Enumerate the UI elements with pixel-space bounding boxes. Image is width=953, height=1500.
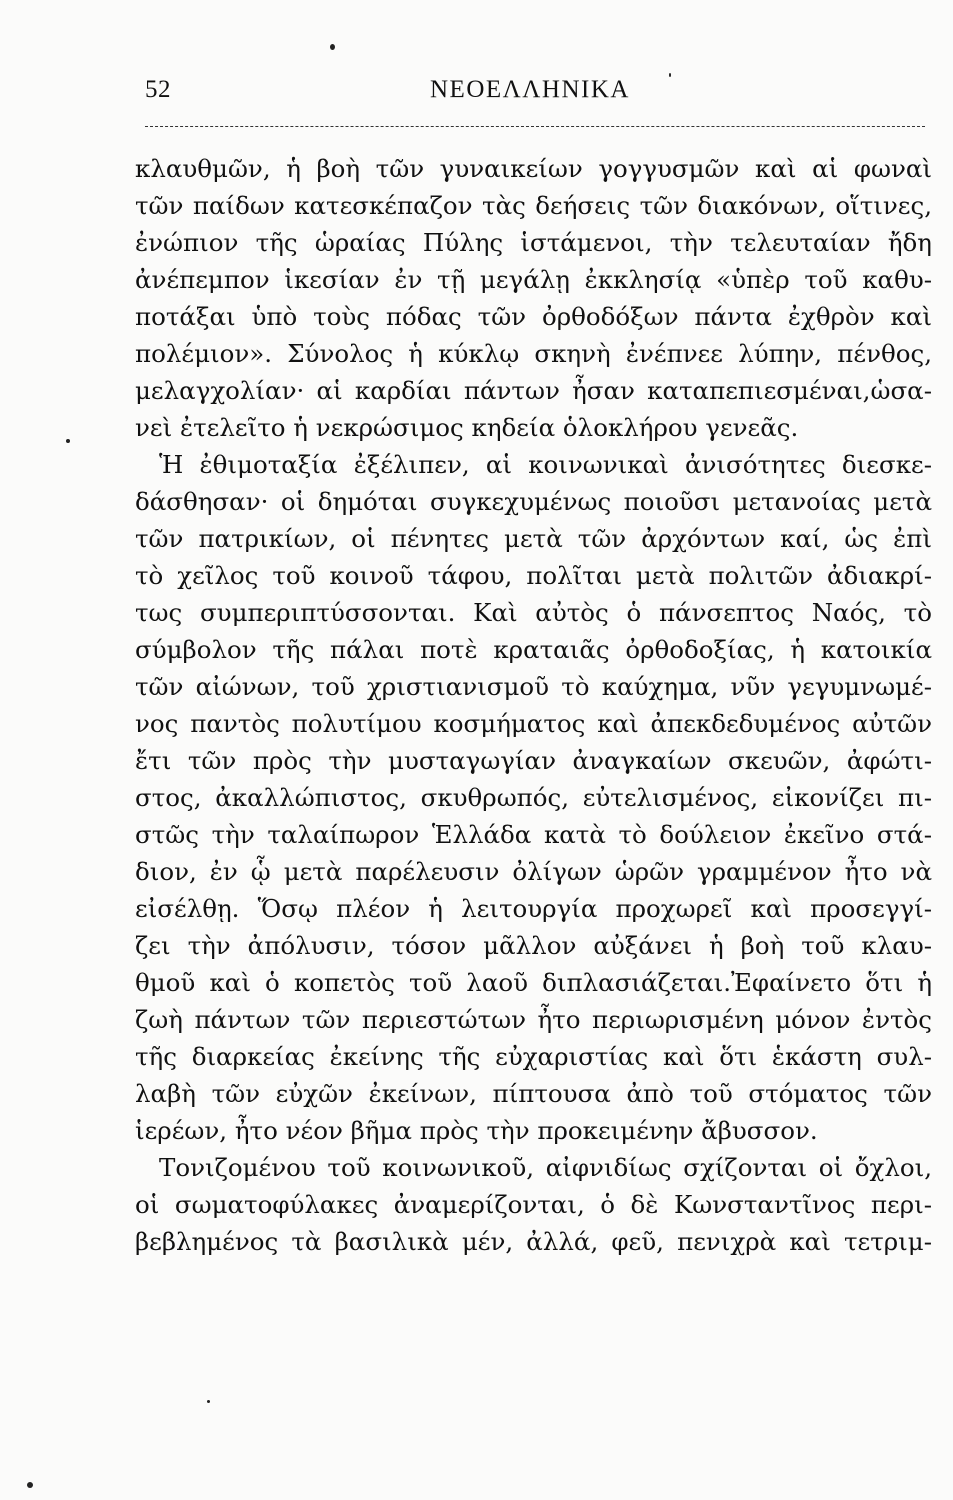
running-title: ΝΕΟΕΛΛΗΝΙΚΑ bbox=[430, 76, 630, 103]
text-line: στος, ἀκαλλώπιστος, σκυθρωπός, εὐτελισμένος, εἰκονίζει πι- bbox=[135, 783, 932, 812]
text-line: στῶς τὴν ταλαίπωρον Ἑλλάδα κατὰ τὸ δούλειον ἐκεῖνο στά- bbox=[135, 820, 932, 849]
paragraph-start-line: Τονιζομένου τοῦ κοινωνικοῦ, αἰφνιδίως σχίζονται οἱ ὄχλοι, bbox=[159, 1153, 932, 1182]
page-number: 52 bbox=[145, 76, 171, 103]
text-line: κλαυθμῶν, ἡ βοὴ τῶν γυναικείων γογγυσμῶν καὶ αἱ φωναὶ bbox=[135, 154, 932, 183]
text-line: σύμβολον τῆς πάλαι ποτὲ κραταιᾶς ὀρθοδοξίας, ἡ κατοικία bbox=[135, 635, 932, 664]
text-line: ζωὴ πάντων τῶν περιεστώτων ἦτο περιωρισμένη μόνον ἐντὸς bbox=[135, 1005, 932, 1034]
ink-speck bbox=[669, 73, 671, 77]
ink-speck bbox=[27, 1482, 33, 1488]
text-line: εἰσέλθῃ. Ὅσῳ πλέον ἡ λειτουργία προχωρεῖ καὶ προσεγγί- bbox=[135, 894, 932, 923]
text-line: τῶν παίδων κατεσκέπαζον τὰς δεήσεις τῶν διακόνων, οἵτινες, bbox=[135, 191, 932, 220]
text-line: πολέμιον». Σύνολος ἡ κύκλῳ σκηνὴ ἐνέπνεε λύπην, πένθος, bbox=[135, 339, 932, 368]
ink-speck bbox=[207, 1400, 210, 1403]
text-line: ποτάξαι ὑπὸ τοὺς πόδας τῶν ὀρθοδόξων πάντα ἐχθρὸν καὶ bbox=[135, 302, 932, 331]
text-line: τὸ χεῖλος τοῦ κοινοῦ τάφου, πολῖται μετὰ πολιτῶν ἀδιακρί- bbox=[135, 561, 932, 590]
text-line: τως συμπεριπτύσσονται. Καὶ αὐτὸς ὁ πάνσεπτος Ναός, τὸ bbox=[135, 598, 932, 627]
text-line: οἱ σωματοφύλακες ἀναμερίζονται, ὁ δὲ Κωνσταντῖνος περι- bbox=[135, 1190, 932, 1219]
body-text bbox=[135, 150, 932, 1260]
text-line: νος παντὸς πολυτίμου κοσμήματος καὶ ἀπεκδεδυμένος αὐτῶν bbox=[135, 709, 932, 738]
page-header bbox=[145, 76, 925, 116]
text-line: διον, ἐν ᾧ μετὰ παρέλευσιν ὀλίγων ὡρῶν γραμμένον ἦτο νὰ bbox=[135, 857, 932, 886]
text-line: τῶν πατρικίων, οἱ πένητες μετὰ τῶν ἀρχόντων καί, ὡς ἐπὶ bbox=[135, 524, 932, 553]
paragraph-start-line: Ἡ ἐθιμοταξία ἐξέλιπεν, αἱ κοινωνικαὶ ἀνισότητες διεσκε- bbox=[159, 450, 932, 479]
text-line: δάσθησαν· οἱ δημόται συγκεχυμένως ποιοῦσι μετανοίας μετὰ bbox=[135, 487, 932, 516]
text-line: ζει τὴν ἀπόλυσιν, τόσον μᾶλλον αὐξάνει ἡ βοὴ τοῦ κλαυ- bbox=[135, 931, 932, 960]
ink-speck bbox=[330, 44, 335, 50]
text-line: νεὶ ἐτελεῖτο ἡ νεκρώσιμος κηδεία ὁλοκλήρου γενεᾶς. bbox=[135, 413, 799, 442]
ink-speck bbox=[66, 439, 70, 443]
header-rule bbox=[145, 126, 925, 127]
text-line: ἔτι τῶν πρὸς τὴν μυσταγωγίαν ἀναγκαίων σκευῶν, ἀφώτι- bbox=[135, 746, 932, 775]
text-line: ἱερέων, ἦτο νέον βῆμα πρὸς τὴν προκειμένην ἄβυσσον. bbox=[135, 1116, 818, 1145]
text-line: ἀνέπεμπον ἱκεσίαν ἐν τῇ μεγάλῃ ἐκκλησίᾳ «ὑπὲρ τοῦ καθυ- bbox=[135, 265, 932, 294]
text-line: ἐνώπιον τῆς ὡραίας Πύλης ἱστάμενοι, τὴν τελευταίαν ἤδη bbox=[135, 228, 932, 257]
text-line: λαβὴ τῶν εὐχῶν ἐκείνων, πίπτουσα ἀπὸ τοῦ στόματος τῶν bbox=[135, 1079, 932, 1108]
text-line: θμοῦ καὶ ὁ κοπετὸς τοῦ λαοῦ διπλασιάζεται.Ἐφαίνετο ὅτι ἡ bbox=[135, 968, 932, 997]
text-line: μελαγχολίαν· αἱ καρδίαι πάντων ἦσαν καταπεπιεσμέναι,ὡσα- bbox=[135, 376, 932, 405]
text-line: τῆς διαρκείας ἐκείνης τῆς εὐχαριστίας καὶ ὅτι ἑκάστη συλ- bbox=[135, 1042, 932, 1071]
text-line: τῶν αἰώνων, τοῦ χριστιανισμοῦ τὸ καύχημα, νῦν γεγυμνωμέ- bbox=[135, 672, 932, 701]
text-line: βεβλημένος τὰ βασιλικὰ μέν, ἀλλά, φεῦ, πενιχρὰ καὶ τετριμ- bbox=[135, 1227, 932, 1256]
